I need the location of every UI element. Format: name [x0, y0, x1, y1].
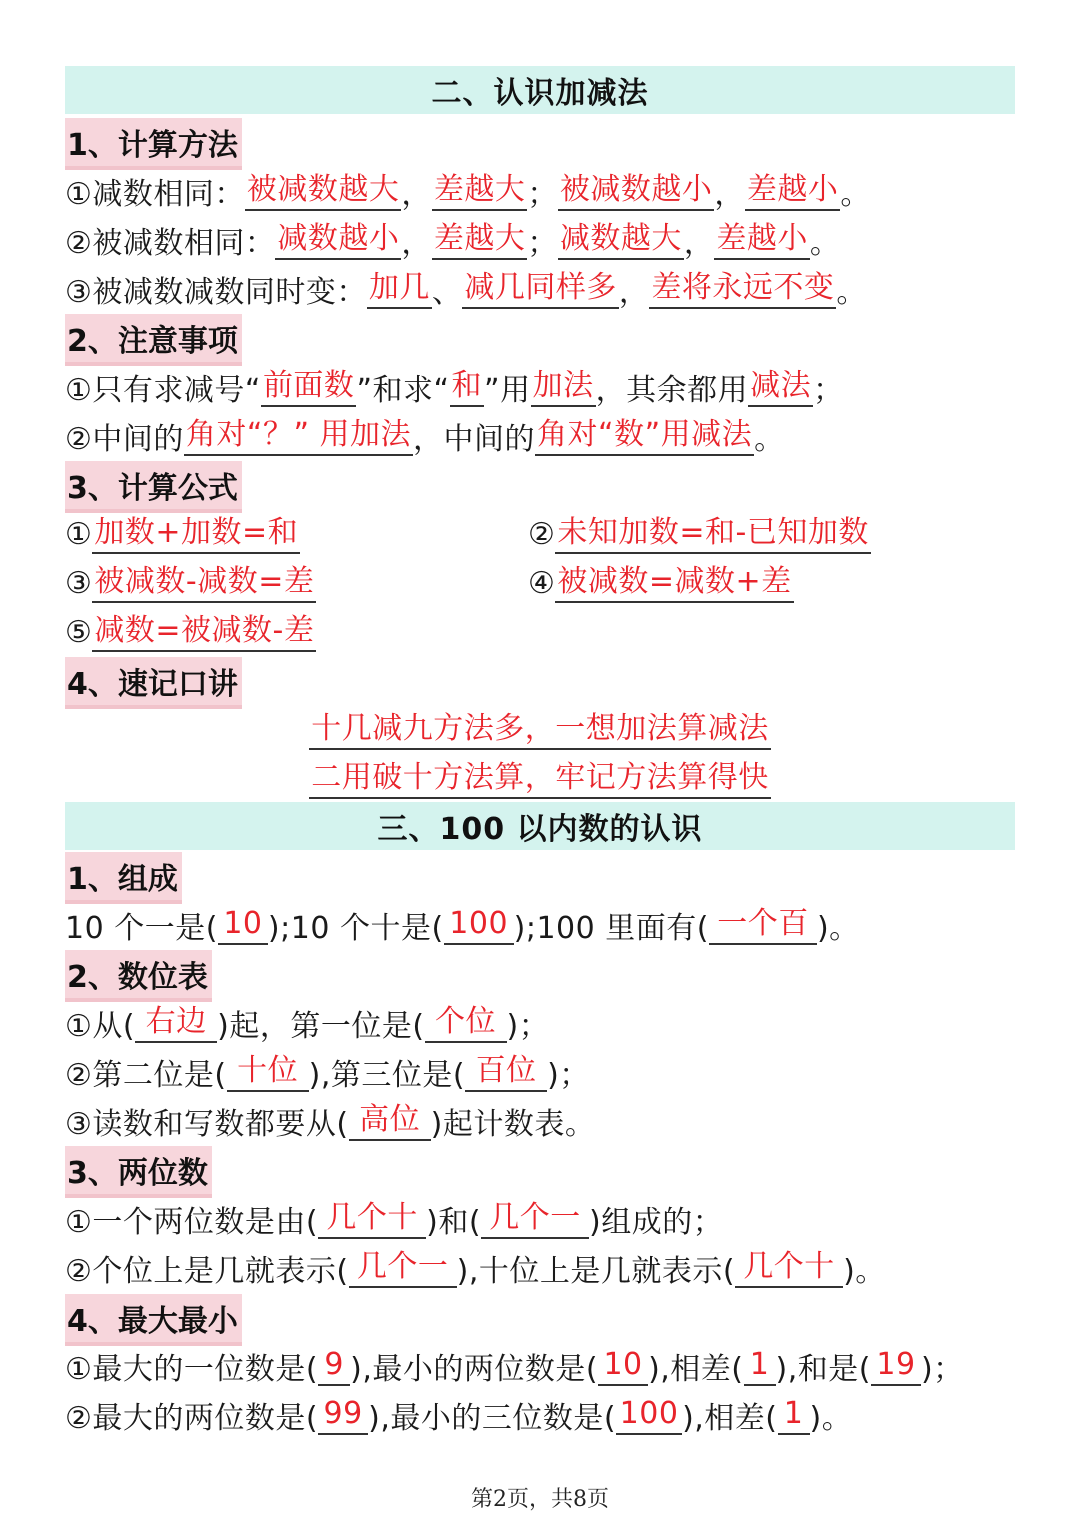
answer: 9 [318, 1346, 350, 1386]
text: ”和求“ [356, 373, 450, 408]
two-digit-line-1 [65, 1196, 723, 1242]
formula-2 [528, 511, 871, 557]
mnemonic-line-1 [0, 707, 1080, 753]
answer: 减数越大 [558, 220, 684, 260]
answer: 十位 [227, 1052, 309, 1092]
place-value-line-1 [65, 1000, 549, 1046]
punct: ， [683, 226, 715, 261]
answer: 角对“数”用减法 [535, 416, 754, 456]
line-prefix: ②个位上是几就表示( [65, 1254, 349, 1289]
place-value-line-3 [65, 1098, 595, 1144]
formula-5 [65, 609, 316, 655]
answer: 减数=被减数-差 [92, 612, 316, 652]
line-prefix: ②最大的两位数是( [65, 1401, 319, 1436]
text: ),相差( [682, 1401, 778, 1436]
answer: 减数越小 [275, 220, 401, 260]
answer: 被减数-减数=差 [92, 563, 316, 603]
answer: 差将永远不变 [649, 269, 836, 309]
punct: )； [547, 1058, 590, 1093]
punct: 。 [809, 226, 841, 261]
line-prefix: ②被减数相同： [65, 226, 276, 261]
text: );100 里面有( [513, 911, 709, 946]
line-prefix: ③ [65, 565, 93, 601]
answer: 19 [871, 1346, 921, 1386]
punct: ； [813, 373, 844, 408]
punct: )； [506, 1009, 550, 1044]
place-value-line-2 [65, 1049, 590, 1095]
heading-mnemonic: 4、速记口讲 [65, 657, 242, 705]
answer: 几个十 [735, 1248, 843, 1288]
heading-two-digit-numbers: 3、两位数 [65, 1146, 212, 1194]
two-digit-line-2 [65, 1245, 886, 1291]
text: ，中间的 [413, 422, 536, 457]
punct: )； [920, 1352, 964, 1387]
answer: 前面数 [261, 367, 357, 407]
answer: 被减数越小 [558, 171, 715, 211]
text: ),相差( [648, 1352, 744, 1387]
answer: 右边 [135, 1003, 217, 1043]
answer: 百位 [465, 1052, 547, 1092]
answer: 高位 [349, 1101, 431, 1141]
line-prefix: ①从( [65, 1009, 136, 1044]
formula-3 [65, 560, 316, 606]
text: ),最小的两位数是( [350, 1352, 599, 1387]
section-title: 二、认识加减法 [431, 76, 649, 111]
answer: 减几同样多 [462, 269, 619, 309]
text: )起计数表。 [430, 1107, 596, 1142]
max-min-line-1 [65, 1343, 964, 1389]
formula-1 [65, 511, 300, 557]
punct: ， [401, 226, 432, 261]
answer: 1 [778, 1395, 810, 1435]
punct: ， [714, 177, 745, 212]
answer: 差越大 [432, 171, 528, 211]
text: ),最小的三位数是( [368, 1401, 617, 1436]
answer: 一个百 [709, 905, 817, 945]
punct: 。 [836, 275, 867, 310]
answer: 个位 [425, 1003, 507, 1043]
text: )组成的； [589, 1205, 724, 1240]
punct: ； [527, 226, 558, 261]
line-prefix: ①减数相同： [65, 177, 245, 212]
answer: 被减数越大 [245, 171, 402, 211]
answer: 几个一 [481, 1199, 589, 1239]
answer: 未知加数=和-已知加数 [555, 514, 870, 554]
rule-both-change [65, 266, 867, 312]
answer: 10 [218, 905, 268, 945]
punct: 。 [840, 177, 871, 212]
line-prefix: ④ [528, 565, 556, 601]
line-prefix: ①最大的一位数是( [65, 1352, 319, 1387]
line-prefix: 10 个一是( [65, 911, 218, 946]
answer: 被减数=减数+差 [555, 563, 793, 603]
line-prefix: ⑤ [65, 614, 93, 650]
answer: 99 [318, 1395, 368, 1435]
line-prefix: ①一个两位数是由( [65, 1205, 319, 1240]
page-number: 第2页，共8页 [471, 1487, 609, 1512]
text: ，其余都用 [595, 373, 749, 408]
line-prefix: ③被减数减数同时变： [65, 275, 367, 310]
punct: 、 [431, 275, 463, 310]
answer: 10 [598, 1346, 648, 1386]
punct: )。 [809, 1401, 853, 1436]
answer: 加数+加数=和 [92, 514, 300, 554]
punct: ； [527, 177, 558, 212]
answer: 角对“？” 用加法 [184, 416, 413, 456]
rule-same-minuend [65, 217, 840, 263]
formula-4 [528, 560, 794, 606]
heading-calculation-method: 1、计算方法 [65, 118, 242, 166]
mnemonic-line-2 [0, 756, 1080, 802]
note-line-1 [65, 364, 844, 410]
heading-formulas: 3、计算公式 [65, 461, 242, 509]
text: ),和是( [775, 1352, 871, 1387]
line-prefix: ②第二位是( [65, 1058, 227, 1093]
heading-max-min: 4、最大最小 [65, 1294, 242, 1342]
punct: ， [401, 177, 432, 212]
punct: )。 [843, 1254, 886, 1289]
text: ),十位上是几就表示( [456, 1254, 736, 1289]
max-min-line-2 [65, 1392, 852, 1438]
punct: 。 [754, 422, 785, 457]
note-line-2 [65, 413, 785, 459]
line-prefix: ①只有求减号“ [65, 373, 261, 408]
answer: 加法 [531, 367, 596, 407]
text: )和( [426, 1205, 482, 1240]
text: )起，第一位是( [217, 1009, 425, 1044]
rule-same-subtrahend [65, 168, 871, 214]
answer: 差越小 [745, 171, 841, 211]
section-title: 三、100 以内数的认识 [377, 812, 703, 847]
line-prefix: ② [528, 516, 556, 552]
line-prefix: ②中间的 [65, 422, 184, 457]
punct: )。 [816, 911, 860, 946]
answer: 1 [744, 1346, 776, 1386]
composition-line [65, 902, 860, 948]
answer: 几个一 [349, 1248, 457, 1288]
section-banner-numbers-within-100 [65, 802, 1015, 850]
answer: 100 [616, 1395, 682, 1435]
answer: 二用破十方法算，牢记方法算得快 [309, 759, 771, 799]
section-banner-addition-subtraction [65, 66, 1015, 114]
heading-notes: 2、注意事项 [65, 314, 242, 362]
line-prefix: ③读数和写数都要从( [65, 1107, 349, 1142]
punct: ， [618, 275, 650, 310]
answer: 几个十 [318, 1199, 426, 1239]
answer: 十几减九方法多，一想加法算减法 [309, 710, 771, 750]
heading-composition: 1、组成 [65, 852, 182, 900]
heading-place-value-table: 2、数位表 [65, 950, 212, 998]
answer: 100 [444, 905, 514, 945]
answer: 加几 [367, 269, 432, 309]
text: ”用 [484, 373, 531, 408]
answer: 和 [450, 367, 485, 407]
text: ),第三位是( [308, 1058, 466, 1093]
line-prefix: ① [65, 516, 93, 552]
answer: 差越大 [432, 220, 528, 260]
text: );10 个十是( [267, 911, 444, 946]
answer: 减法 [748, 367, 813, 407]
answer: 差越小 [714, 220, 810, 260]
